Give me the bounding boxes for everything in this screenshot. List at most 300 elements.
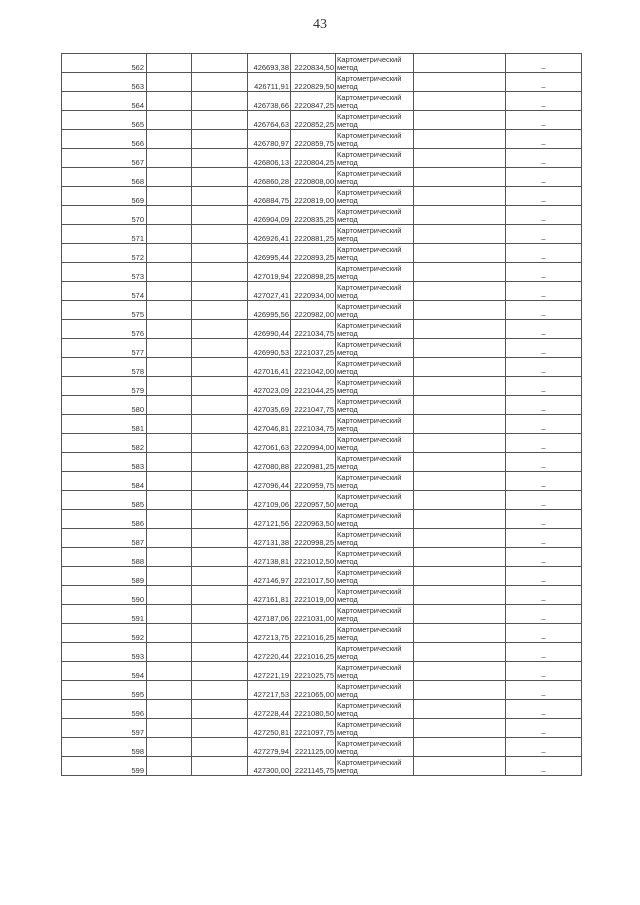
- method-line1: Картометрический: [337, 207, 402, 216]
- table-row: [62, 605, 582, 624]
- method-line2: метод: [337, 766, 358, 775]
- empty-cell: [147, 54, 192, 73]
- empty-cell: [192, 130, 248, 149]
- empty-cell: [192, 662, 248, 681]
- empty-cell: [192, 358, 248, 377]
- empty-cell: [192, 282, 248, 301]
- dash-mark: –: [506, 130, 582, 149]
- dash-mark: –: [506, 149, 582, 168]
- empty-cell: [147, 244, 192, 263]
- x-coordinate: 426780,97: [248, 130, 291, 149]
- x-coordinate: 426995,56: [248, 301, 291, 320]
- x-coordinate: 427138,81: [248, 548, 291, 567]
- dash-mark: –: [506, 662, 582, 681]
- empty-cell: [414, 719, 506, 738]
- empty-cell: [147, 339, 192, 358]
- y-coordinate: 2220852,25: [291, 111, 336, 130]
- point-number: 589: [62, 567, 147, 586]
- empty-cell: [147, 586, 192, 605]
- page-number: 43: [313, 17, 327, 32]
- method-line1: Картометрический: [337, 473, 402, 482]
- empty-cell: [147, 681, 192, 700]
- point-number: 596: [62, 700, 147, 719]
- point-number: 564: [62, 92, 147, 111]
- x-coordinate: 427250,81: [248, 719, 291, 738]
- empty-cell: [147, 757, 192, 776]
- point-number: 575: [62, 301, 147, 320]
- method-line2: метод: [337, 519, 358, 528]
- table-body: [62, 54, 582, 776]
- empty-cell: [192, 301, 248, 320]
- dash-mark: –: [506, 453, 582, 472]
- table-row: [62, 415, 582, 434]
- dash-mark: –: [506, 548, 582, 567]
- point-number: 565: [62, 111, 147, 130]
- table-row: [62, 738, 582, 757]
- method-cell: [336, 263, 414, 282]
- empty-cell: [414, 415, 506, 434]
- table-row: [62, 301, 582, 320]
- empty-cell: [414, 320, 506, 339]
- y-coordinate: 2220957,50: [291, 491, 336, 510]
- method-cell: [336, 339, 414, 358]
- empty-cell: [192, 700, 248, 719]
- dash-mark: –: [506, 567, 582, 586]
- point-number: 591: [62, 605, 147, 624]
- method-line1: Картометрический: [337, 131, 402, 140]
- y-coordinate: 2220859,75: [291, 130, 336, 149]
- empty-cell: [147, 282, 192, 301]
- method-cell: [336, 396, 414, 415]
- dash-mark: –: [506, 320, 582, 339]
- empty-cell: [414, 187, 506, 206]
- method-line1: Картометрический: [337, 302, 402, 311]
- empty-cell: [414, 757, 506, 776]
- empty-cell: [147, 301, 192, 320]
- point-number: 592: [62, 624, 147, 643]
- method-line1: Картометрический: [337, 682, 402, 691]
- table-row: [62, 149, 582, 168]
- empty-cell: [147, 643, 192, 662]
- empty-cell: [414, 396, 506, 415]
- y-coordinate: 2220804,25: [291, 149, 336, 168]
- y-coordinate: 2221016,25: [291, 643, 336, 662]
- empty-cell: [192, 681, 248, 700]
- method-line2: метод: [337, 82, 358, 91]
- y-coordinate: 2221145,75: [291, 757, 336, 776]
- dash-mark: –: [506, 92, 582, 111]
- method-line2: метод: [337, 272, 358, 281]
- method-line2: метод: [337, 595, 358, 604]
- dash-mark: –: [506, 738, 582, 757]
- empty-cell: [414, 643, 506, 662]
- method-cell: [336, 320, 414, 339]
- x-coordinate: 427146,97: [248, 567, 291, 586]
- method-line2: метод: [337, 253, 358, 262]
- method-cell: [336, 453, 414, 472]
- method-line1: Картометрический: [337, 701, 402, 710]
- x-coordinate: 427221,19: [248, 662, 291, 681]
- method-line2: метод: [337, 481, 358, 490]
- method-cell: [336, 662, 414, 681]
- empty-cell: [192, 320, 248, 339]
- empty-cell: [414, 54, 506, 73]
- x-coordinate: 427023,09: [248, 377, 291, 396]
- x-coordinate: 427220,44: [248, 643, 291, 662]
- x-coordinate: 427217,53: [248, 681, 291, 700]
- method-line1: Картометрический: [337, 492, 402, 501]
- point-number: 599: [62, 757, 147, 776]
- point-number: 584: [62, 472, 147, 491]
- method-line1: Картометрический: [337, 454, 402, 463]
- empty-cell: [192, 643, 248, 662]
- empty-cell: [414, 700, 506, 719]
- method-line1: Картометрический: [337, 435, 402, 444]
- dash-mark: –: [506, 263, 582, 282]
- table-row: [62, 681, 582, 700]
- point-number: 568: [62, 168, 147, 187]
- table-row: [62, 244, 582, 263]
- method-cell: [336, 567, 414, 586]
- empty-cell: [147, 92, 192, 111]
- method-cell: [336, 472, 414, 491]
- empty-cell: [414, 624, 506, 643]
- method-line1: Картометрический: [337, 340, 402, 349]
- method-line1: Картометрический: [337, 93, 402, 102]
- empty-cell: [147, 719, 192, 738]
- y-coordinate: 2221080,50: [291, 700, 336, 719]
- point-number: 582: [62, 434, 147, 453]
- empty-cell: [147, 187, 192, 206]
- table-row: [62, 624, 582, 643]
- method-line2: метод: [337, 709, 358, 718]
- method-line2: метод: [337, 101, 358, 110]
- dash-mark: –: [506, 491, 582, 510]
- x-coordinate: 426990,53: [248, 339, 291, 358]
- x-coordinate: 427027,41: [248, 282, 291, 301]
- empty-cell: [147, 453, 192, 472]
- dash-mark: –: [506, 358, 582, 377]
- x-coordinate: 427046,81: [248, 415, 291, 434]
- x-coordinate: 426926,41: [248, 225, 291, 244]
- table-row: [62, 339, 582, 358]
- x-coordinate: 427161,81: [248, 586, 291, 605]
- empty-cell: [414, 738, 506, 757]
- method-line1: Картометрический: [337, 226, 402, 235]
- x-coordinate: 427121,56: [248, 510, 291, 529]
- method-line1: Картометрический: [337, 397, 402, 406]
- point-number: 583: [62, 453, 147, 472]
- table-row: [62, 225, 582, 244]
- point-number: 595: [62, 681, 147, 700]
- method-cell: [336, 130, 414, 149]
- empty-cell: [414, 358, 506, 377]
- point-number: 579: [62, 377, 147, 396]
- empty-cell: [414, 206, 506, 225]
- y-coordinate: 2220998,25: [291, 529, 336, 548]
- empty-cell: [147, 206, 192, 225]
- method-line1: Картометрический: [337, 663, 402, 672]
- point-number: 571: [62, 225, 147, 244]
- empty-cell: [192, 377, 248, 396]
- x-coordinate: 426693,38: [248, 54, 291, 73]
- y-coordinate: 2220808,00: [291, 168, 336, 187]
- y-coordinate: 2221097,75: [291, 719, 336, 738]
- empty-cell: [147, 605, 192, 624]
- dash-mark: –: [506, 225, 582, 244]
- point-number: 594: [62, 662, 147, 681]
- method-cell: [336, 92, 414, 111]
- point-number: 577: [62, 339, 147, 358]
- empty-cell: [414, 681, 506, 700]
- empty-cell: [192, 510, 248, 529]
- empty-cell: [192, 624, 248, 643]
- x-coordinate: 426738,66: [248, 92, 291, 111]
- coordinates-table: [61, 53, 582, 776]
- x-coordinate: 427080,88: [248, 453, 291, 472]
- method-line2: метод: [337, 462, 358, 471]
- table-row: [62, 206, 582, 225]
- method-line1: Картометрический: [337, 549, 402, 558]
- table-row: [62, 396, 582, 415]
- method-line2: метод: [337, 63, 358, 72]
- empty-cell: [147, 225, 192, 244]
- method-line2: метод: [337, 500, 358, 509]
- empty-cell: [414, 434, 506, 453]
- method-line1: Картометрический: [337, 112, 402, 121]
- table-row: [62, 453, 582, 472]
- point-number: 593: [62, 643, 147, 662]
- point-number: 570: [62, 206, 147, 225]
- point-number: 580: [62, 396, 147, 415]
- empty-cell: [147, 472, 192, 491]
- method-line2: метод: [337, 291, 358, 300]
- method-line1: Картометрический: [337, 568, 402, 577]
- table-row: [62, 757, 582, 776]
- method-line1: Картометрический: [337, 74, 402, 83]
- table-row: [62, 187, 582, 206]
- empty-cell: [414, 339, 506, 358]
- empty-cell: [147, 130, 192, 149]
- method-line1: Картометрический: [337, 245, 402, 254]
- method-cell: [336, 529, 414, 548]
- method-line1: Картометрический: [337, 587, 402, 596]
- method-cell: [336, 700, 414, 719]
- dash-mark: –: [506, 434, 582, 453]
- point-number: 576: [62, 320, 147, 339]
- empty-cell: [147, 662, 192, 681]
- method-cell: [336, 225, 414, 244]
- empty-cell: [414, 567, 506, 586]
- table-row: [62, 73, 582, 92]
- method-cell: [336, 377, 414, 396]
- empty-cell: [414, 510, 506, 529]
- y-coordinate: 2221019,00: [291, 586, 336, 605]
- x-coordinate: 427109,06: [248, 491, 291, 510]
- empty-cell: [414, 377, 506, 396]
- method-line1: Картометрический: [337, 150, 402, 159]
- y-coordinate: 2220834,50: [291, 54, 336, 73]
- point-number: 567: [62, 149, 147, 168]
- method-line2: метод: [337, 177, 358, 186]
- table-row: [62, 282, 582, 301]
- empty-cell: [192, 225, 248, 244]
- method-line2: метод: [337, 576, 358, 585]
- method-line2: метод: [337, 158, 358, 167]
- method-cell: [336, 757, 414, 776]
- table-row: [62, 92, 582, 111]
- empty-cell: [147, 700, 192, 719]
- x-coordinate: 426764,63: [248, 111, 291, 130]
- method-line2: метод: [337, 348, 358, 357]
- method-cell: [336, 491, 414, 510]
- x-coordinate: 426884,75: [248, 187, 291, 206]
- x-coordinate: 427061,63: [248, 434, 291, 453]
- y-coordinate: 2221047,75: [291, 396, 336, 415]
- x-coordinate: 426711,91: [248, 73, 291, 92]
- empty-cell: [192, 472, 248, 491]
- dash-mark: –: [506, 510, 582, 529]
- empty-cell: [414, 472, 506, 491]
- point-number: 590: [62, 586, 147, 605]
- method-line1: Картометрический: [337, 625, 402, 634]
- x-coordinate: 427300,00: [248, 757, 291, 776]
- dash-mark: –: [506, 301, 582, 320]
- y-coordinate: 2220898,25: [291, 263, 336, 282]
- method-line2: метод: [337, 405, 358, 414]
- table-row: [62, 168, 582, 187]
- empty-cell: [192, 605, 248, 624]
- method-cell: [336, 605, 414, 624]
- empty-cell: [414, 73, 506, 92]
- table-row: [62, 130, 582, 149]
- point-number: 588: [62, 548, 147, 567]
- method-line1: Картометрический: [337, 720, 402, 729]
- method-line1: Картометрический: [337, 530, 402, 539]
- method-line1: Картометрический: [337, 606, 402, 615]
- table-row: [62, 662, 582, 681]
- empty-cell: [192, 396, 248, 415]
- table-row: [62, 548, 582, 567]
- table-row: [62, 700, 582, 719]
- empty-cell: [192, 73, 248, 92]
- method-line1: Картометрический: [337, 758, 402, 767]
- y-coordinate: 2220829,50: [291, 73, 336, 92]
- empty-cell: [192, 206, 248, 225]
- method-line2: метод: [337, 310, 358, 319]
- dash-mark: –: [506, 206, 582, 225]
- empty-cell: [192, 339, 248, 358]
- empty-cell: [192, 92, 248, 111]
- method-cell: [336, 738, 414, 757]
- table-row: [62, 567, 582, 586]
- method-line1: Картометрический: [337, 378, 402, 387]
- y-coordinate: 2221044,25: [291, 377, 336, 396]
- point-number: 598: [62, 738, 147, 757]
- empty-cell: [147, 510, 192, 529]
- empty-cell: [414, 149, 506, 168]
- empty-cell: [147, 320, 192, 339]
- y-coordinate: 2220893,25: [291, 244, 336, 263]
- table-row: [62, 111, 582, 130]
- y-coordinate: 2220934,00: [291, 282, 336, 301]
- method-cell: [336, 510, 414, 529]
- dash-mark: –: [506, 282, 582, 301]
- dash-mark: –: [506, 168, 582, 187]
- method-line2: метод: [337, 538, 358, 547]
- point-number: 574: [62, 282, 147, 301]
- method-cell: [336, 111, 414, 130]
- empty-cell: [414, 605, 506, 624]
- table-row: [62, 263, 582, 282]
- empty-cell: [192, 738, 248, 757]
- method-line2: метод: [337, 329, 358, 338]
- empty-cell: [414, 529, 506, 548]
- empty-cell: [192, 757, 248, 776]
- y-coordinate: 2221034,75: [291, 320, 336, 339]
- point-number: 572: [62, 244, 147, 263]
- method-line2: метод: [337, 633, 358, 642]
- empty-cell: [147, 73, 192, 92]
- method-cell: [336, 168, 414, 187]
- method-line1: Картометрический: [337, 321, 402, 330]
- empty-cell: [147, 624, 192, 643]
- method-line2: метод: [337, 747, 358, 756]
- method-line2: метод: [337, 443, 358, 452]
- y-coordinate: 2221034,75: [291, 415, 336, 434]
- y-coordinate: 2221042,00: [291, 358, 336, 377]
- method-line1: Картометрический: [337, 264, 402, 273]
- y-coordinate: 2220959,75: [291, 472, 336, 491]
- empty-cell: [414, 662, 506, 681]
- y-coordinate: 2220994,00: [291, 434, 336, 453]
- x-coordinate: 426860,28: [248, 168, 291, 187]
- empty-cell: [192, 168, 248, 187]
- method-cell: [336, 586, 414, 605]
- x-coordinate: 426995,44: [248, 244, 291, 263]
- method-line2: метод: [337, 557, 358, 566]
- dash-mark: –: [506, 586, 582, 605]
- dash-mark: –: [506, 187, 582, 206]
- point-number: 566: [62, 130, 147, 149]
- method-cell: [336, 719, 414, 738]
- method-line2: метод: [337, 652, 358, 661]
- table-row: [62, 643, 582, 662]
- x-coordinate: 426990,44: [248, 320, 291, 339]
- y-coordinate: 2221025,75: [291, 662, 336, 681]
- method-cell: [336, 149, 414, 168]
- method-cell: [336, 548, 414, 567]
- method-cell: [336, 415, 414, 434]
- method-line1: Картометрический: [337, 416, 402, 425]
- x-coordinate: 427131,38: [248, 529, 291, 548]
- point-number: 581: [62, 415, 147, 434]
- method-line2: метод: [337, 139, 358, 148]
- empty-cell: [147, 358, 192, 377]
- empty-cell: [147, 415, 192, 434]
- y-coordinate: 2220981,25: [291, 453, 336, 472]
- dash-mark: –: [506, 643, 582, 662]
- point-number: 597: [62, 719, 147, 738]
- method-cell: [336, 187, 414, 206]
- table-row: [62, 434, 582, 453]
- empty-cell: [414, 168, 506, 187]
- empty-cell: [147, 434, 192, 453]
- method-line2: метод: [337, 120, 358, 129]
- x-coordinate: 426904,09: [248, 206, 291, 225]
- method-line2: метод: [337, 671, 358, 680]
- dash-mark: –: [506, 529, 582, 548]
